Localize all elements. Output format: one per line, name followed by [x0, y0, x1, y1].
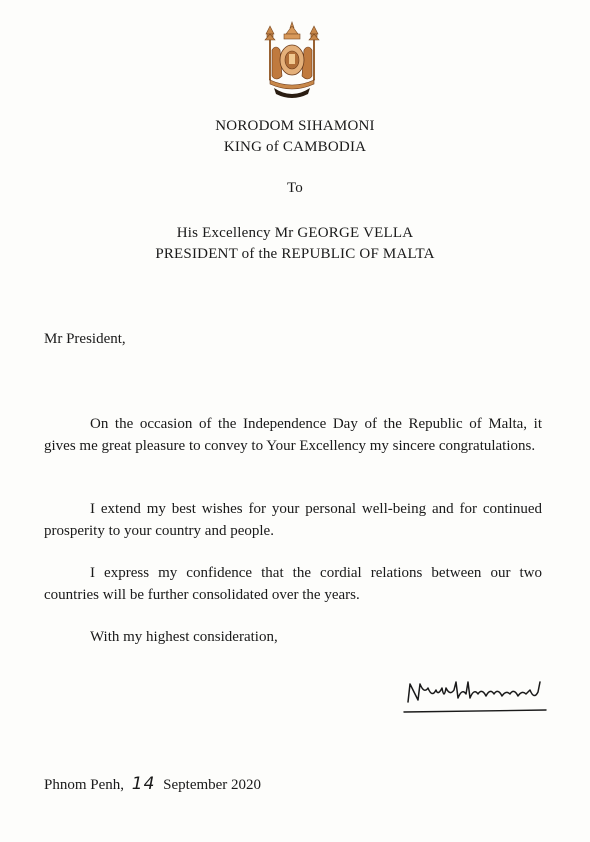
sender-name: NORODOM SIHAMONI [215, 118, 375, 134]
to-label: To [286, 180, 303, 196]
place-date-line [44, 774, 261, 794]
month-year: September 2020 [163, 777, 262, 793]
place: Phnom Penh, [44, 777, 125, 793]
body-paragraph: I express my confidence that the cordial relations between our two countries will be further consolidated over the years. [44, 565, 542, 603]
handwritten-day: 14 [131, 774, 156, 794]
salutation: Mr President, [44, 331, 126, 347]
handwritten-signature-icon [400, 672, 550, 718]
recipient-name: His Excellency Mr GEORGE VELLA [176, 225, 414, 241]
sender-title: KING of CAMBODIA [223, 139, 367, 155]
royal-coat-of-arms-icon [256, 20, 328, 102]
recipient-title: PRESIDENT of the REPUBLIC OF MALTA [155, 246, 435, 262]
closing: With my highest consideration, [90, 629, 278, 645]
body-paragraph: I extend my best wishes for your personal well-being and for continued prosperity to your country and people. [44, 501, 542, 539]
body-paragraph: On the occasion of the Independence Day of the Republic of Malta, it gives me great pleasure to convey to Your Excellency my sincere congratulations. [44, 416, 542, 454]
